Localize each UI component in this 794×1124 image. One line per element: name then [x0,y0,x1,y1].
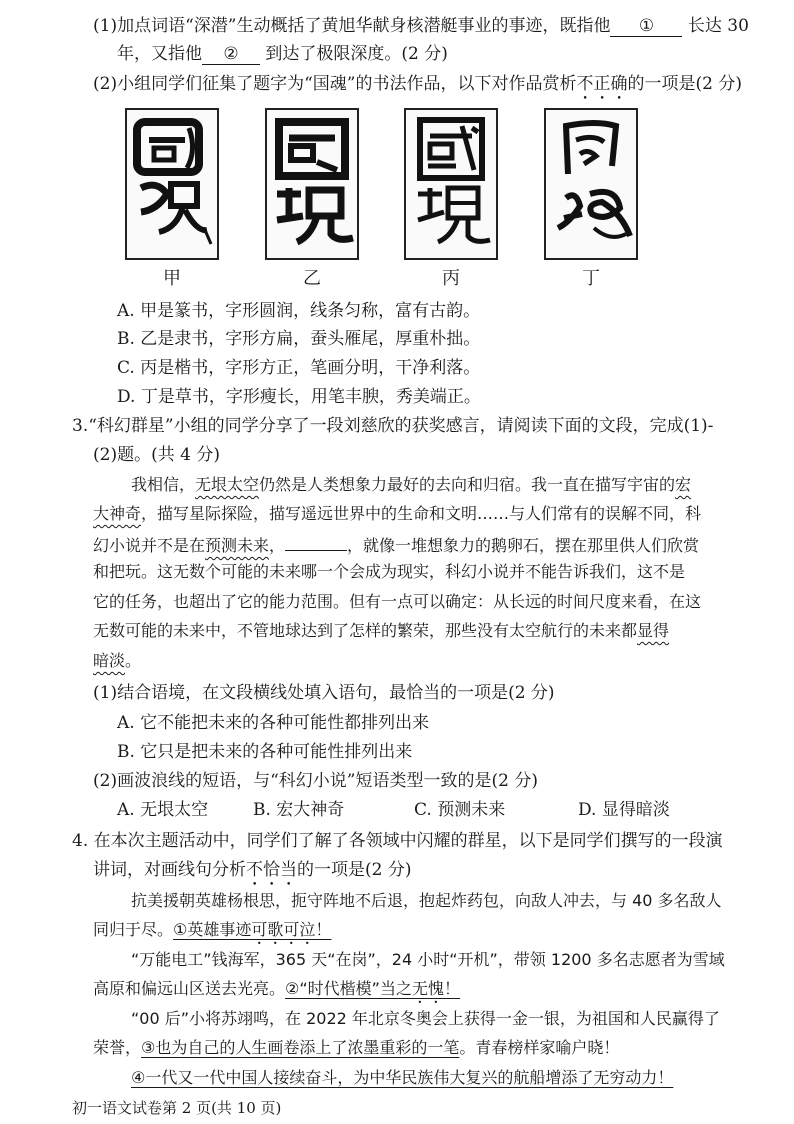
q3-sub2-option-d: D. 显得暗淡 [578,800,670,820]
underlined-sentence-4: ④一代又一代中国人接续奋斗，为中华民族伟大复兴的航船增添了无穷动力！ [131,1068,674,1087]
q4-p2-line1: “万能电工”钱海军，365 天“在岗”，24 小时“开机”，带领 1200 多名志愿者为雪域 [131,950,725,969]
calligraphy-label-jia: 甲 [163,268,181,289]
q4-p1-line1: 抗美援朝英雄杨根思，扼守阵地不后退，抱起炸药包，向敌人冲去，与 40 多名敌人 [131,891,722,910]
calligraphy-work-ding [544,108,638,260]
q4-p4-line1 [131,1066,673,1090]
calligraphy-label-yi: 乙 [303,268,321,289]
q4-p2-line2: 高原和偏远山区送去光亮。②“时代楷模”当之无愧！ [93,979,460,998]
q3-intro-line2: (2)题。(共 4 分) [93,445,220,465]
blank-1: ① [610,17,682,37]
q4-intro-line2: 讲词，对画线句分析不恰当的一项是(2 分) [93,860,412,880]
calligraphy-label-ding: 丁 [582,268,600,289]
page-footer: 初一语文试卷第 2 页(共 10 页) [72,1099,282,1117]
calligraphy-image-bing [406,110,496,258]
q3-sub2-option-a: A. 无垠太空 [117,800,209,820]
q2-part2-question: (2)小组同学们征集了题字为“国魂”的书法作品，以下对作品赏析不正确的一项是(2 分) [93,74,742,94]
underlined-sentence-1: ①英雄事迹可歌可泣！ [173,920,332,939]
q3-passage-line3: 幻小说并不是在预测未来， ，就像一堆想象力的鹅卵石，摆在那里供人们欣赏 [93,531,699,558]
q3-passage-line1: 我相信，无垠太空仍然是人类想象力最好的去向和归宿。我一直在描写宇宙的宏 [131,475,692,494]
calligraphy-label-bing: 丙 [442,268,460,289]
q3-passage-line7: 暗淡。 [93,651,142,670]
calligraphy-image-yi [267,110,357,258]
q3-intro-line1: 3.“科幻群星”小组的同学分享了一段刘慈欣的获奖感言，请阅读下面的文段，完成(1)- [72,416,714,436]
q3-sub1-question: (1)结合语境，在文段横线处填入语句，最恰当的一项是(2 分) [93,683,555,703]
calligraphy-work-yi [265,108,359,260]
calligraphy-work-jia [125,108,219,260]
q3-sub1-option-a: A. 它不能把未来的各种可能性都排列出来 [117,713,430,733]
q2-part1-line1: (1)加点词语“深潜”生动概括了黄旭华献身核潜艇事业的事迹，既指他 ① 长达 30 [93,16,749,36]
q2-part1-line2: 年，又指他 ② 到达了极限深度。(2 分) [117,44,448,64]
q4-p3-line2: 荣誉，③也为自己的人生画卷添上了浓墨重彩的一笔。青春榜样家喻户晓！ [93,1038,620,1057]
calligraphy-image-ding [546,110,636,258]
q3-passage-line4: 和把玩。这无数个可能的未来哪一个会成为现实，科幻小说并不能告诉我们，这不是 [93,562,686,581]
q4-p1-line2: 同归于尽。①英雄事迹可歌可泣！ [93,920,332,939]
underlined-sentence-3: ③也为自己的人生画卷添上了浓墨重彩的一笔 [141,1038,460,1057]
calligraphy-image-jia [127,110,217,258]
blank-2: ② [202,45,260,65]
q2-option-a: A. 甲是篆书，字形圆润，线条匀称，富有古韵。 [117,301,481,321]
fill-in-blank [285,531,347,551]
q3-sub1-option-b: B. 它只是把未来的各种可能性排列出来 [117,742,413,762]
q2-option-d: D. 丁是草书，字形瘦长，用笔丰腴，秀美端正。 [117,387,481,407]
q3-passage-line2: 大神奇，描写星际探险，描写遥远世界中的生命和文明……与人们常有的误解不同，科 [93,504,702,523]
q4-p3-line1: “00 后”小将苏翊鸣，在 2022 年北京冬奥会上获得一金一银，为祖国和人民赢得了 [131,1009,720,1028]
underlined-sentence-2: ②“时代楷模”当之无愧！ [285,979,460,998]
q2-option-c: C. 丙是楷书，字形方正，笔画分明，干净利落。 [117,358,481,378]
q3-sub2-option-b: B. 宏大神奇 [253,800,345,820]
q2-option-b: B. 乙是隶书，字形方扁，蚕头雁尾，厚重朴拙。 [117,329,481,349]
q3-passage-line6: 无数可能的未来中，不管地球达到了怎样的繁荣，那些没有太空航行的未来都显得 [93,621,670,640]
q4-intro-line1: 4. 在本次主题活动中，同学们了解了各领域中闪耀的群星，以下是同学们撰写的一段演 [72,831,723,851]
q3-passage-line5: 它的任务，也超出了它的能力范围。但有一点可以确定：从长远的时间尺度来看，在这 [93,592,702,611]
q3-sub2-option-c: C. 预测未来 [414,800,506,820]
q3-sub2-question: (2)画波浪线的短语，与“科幻小说”短语类型一致的是(2 分) [93,771,538,791]
calligraphy-work-bing [404,108,498,260]
